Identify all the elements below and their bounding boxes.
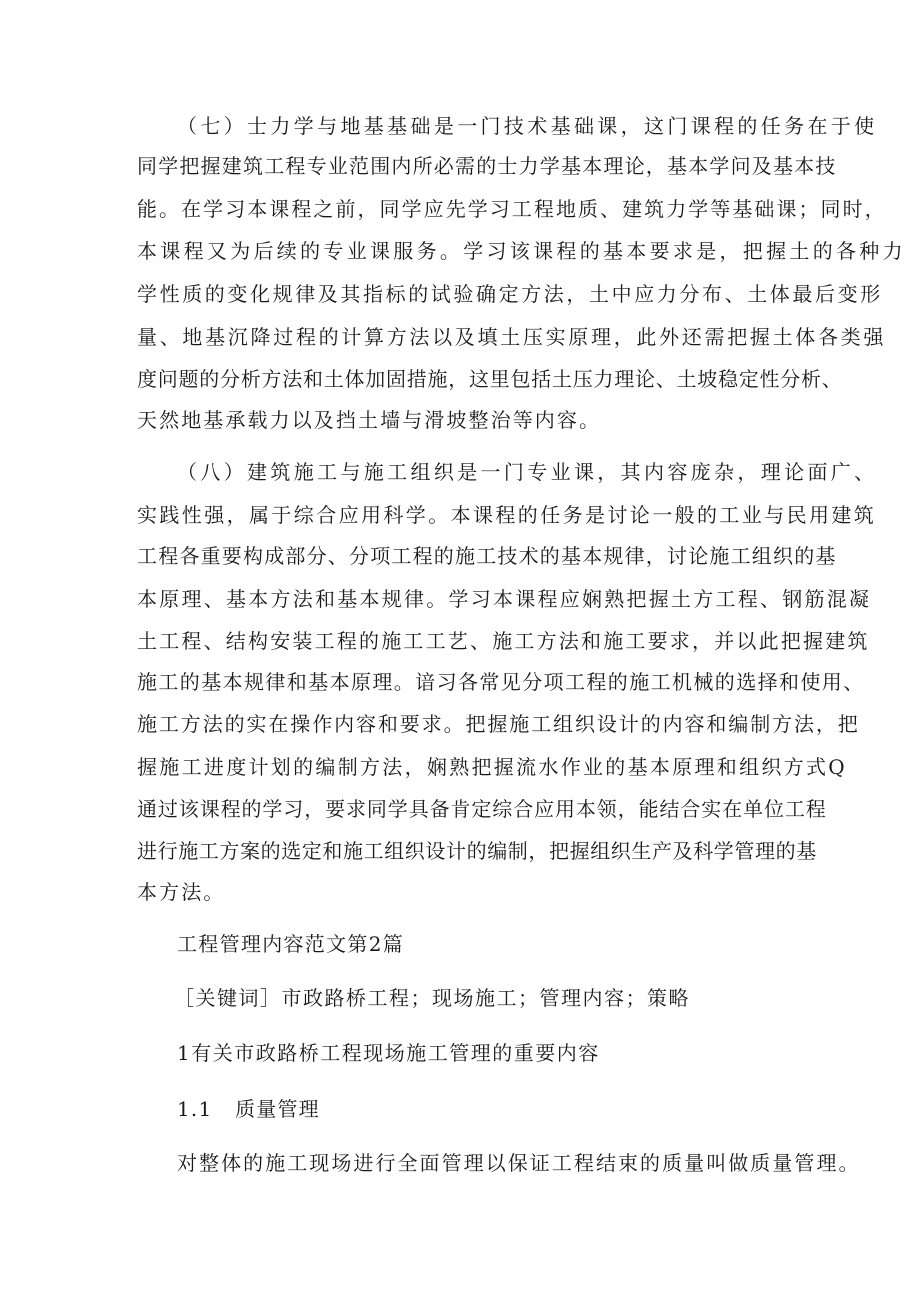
paragraph-8-line-3: 工程各重要构成部分、分项工程的施工技术的基本规律，讨论施工组织的基 (137, 544, 837, 568)
paragraph-8-line-11: 本方法。 (137, 880, 226, 904)
paragraph-8-line-10: 进行施工方案的选定和施工组织设计的编制，把握组织生产及科学管理的基 (137, 839, 817, 863)
paragraph-8-line-4: 本原理、基本方法和基本规律。学习本课程应娴熟把握土方工程、钢筋混凝 (137, 587, 872, 611)
paragraph-8-line-5: 土工程、结构安装工程的施工工艺、施工方法和施工要求，并以此把握建筑 (137, 629, 870, 653)
body-paragraph-quality-management: 对整体的施工现场进行全面管理以保证工程结束的质量叫做质量管理。 (177, 1151, 861, 1175)
paragraph-8-line-6: 施工的基本规律和基本原理。谙习各常见分项工程的施工机械的选择和使用、 (137, 670, 865, 694)
paragraph-8-line-2: 实践性强，属于综合应用科学。本课程的任务是讨论一般的工业与民用建筑 (137, 503, 877, 527)
paragraph-7-line-6: 量、地基沉降过程的计算方法以及填土压实原理，此外还需把握土体各类强 (137, 325, 887, 349)
paragraph-7-line-3: 能。在学习本课程之前，同学应先学习工程地质、建筑力学等基础课；同时， (137, 197, 887, 221)
keywords-line: ［关键词］市政路桥工程；现场施工；管理内容；策略 (174, 986, 690, 1010)
paragraph-7-line-4: 本课程又为后续的专业课服务。学习该课程的基本要求是，把握土的各种力 (137, 239, 906, 263)
paragraph-7-line-7: 度问题的分析方法和土体加固措施，这里包括土压力理论、土坡稳定性分析、 (137, 367, 843, 391)
paragraph-8-line-8: 握施工进度计划的编制方法，娴熟把握流水作业的基本原理和组织方式Q (137, 755, 847, 779)
paragraph-7-line-5: 学性质的变化规律及其指标的试验确定方法，土中应力分布、土体最后变形 (137, 282, 883, 306)
paragraph-8-line-7: 施工方法的实在操作内容和要求。把握施工组织设计的内容和编制方法，把 (137, 712, 860, 736)
paragraph-7-line-2: 同学把握建筑工程专业范围内所必需的士力学基本理论，基本学问及基本技 (137, 154, 837, 178)
paragraph-7-line-1: （七）士力学与地基基础是一门技术基础课，这门课程的任务在于使 (177, 114, 878, 138)
section-title: 工程管理内容范文第2篇 (177, 932, 405, 956)
heading-1: 1有关市政路桥工程现场施工管理的重要内容 (177, 1041, 600, 1065)
paragraph-8-line-1: （八）建筑施工与施工组织是一门专业课，其内容庞杂，理论面广、 (177, 460, 878, 484)
paragraph-7-line-8: 天然地基承载力以及挡土墙与滑坡整治等内容。 (137, 408, 602, 432)
heading-1-1: 1.1 质量管理 (177, 1097, 320, 1121)
paragraph-8-line-9: 通过该课程的学习，要求同学具备肯定综合应用本领，能结合实在单位工程 (137, 797, 827, 821)
